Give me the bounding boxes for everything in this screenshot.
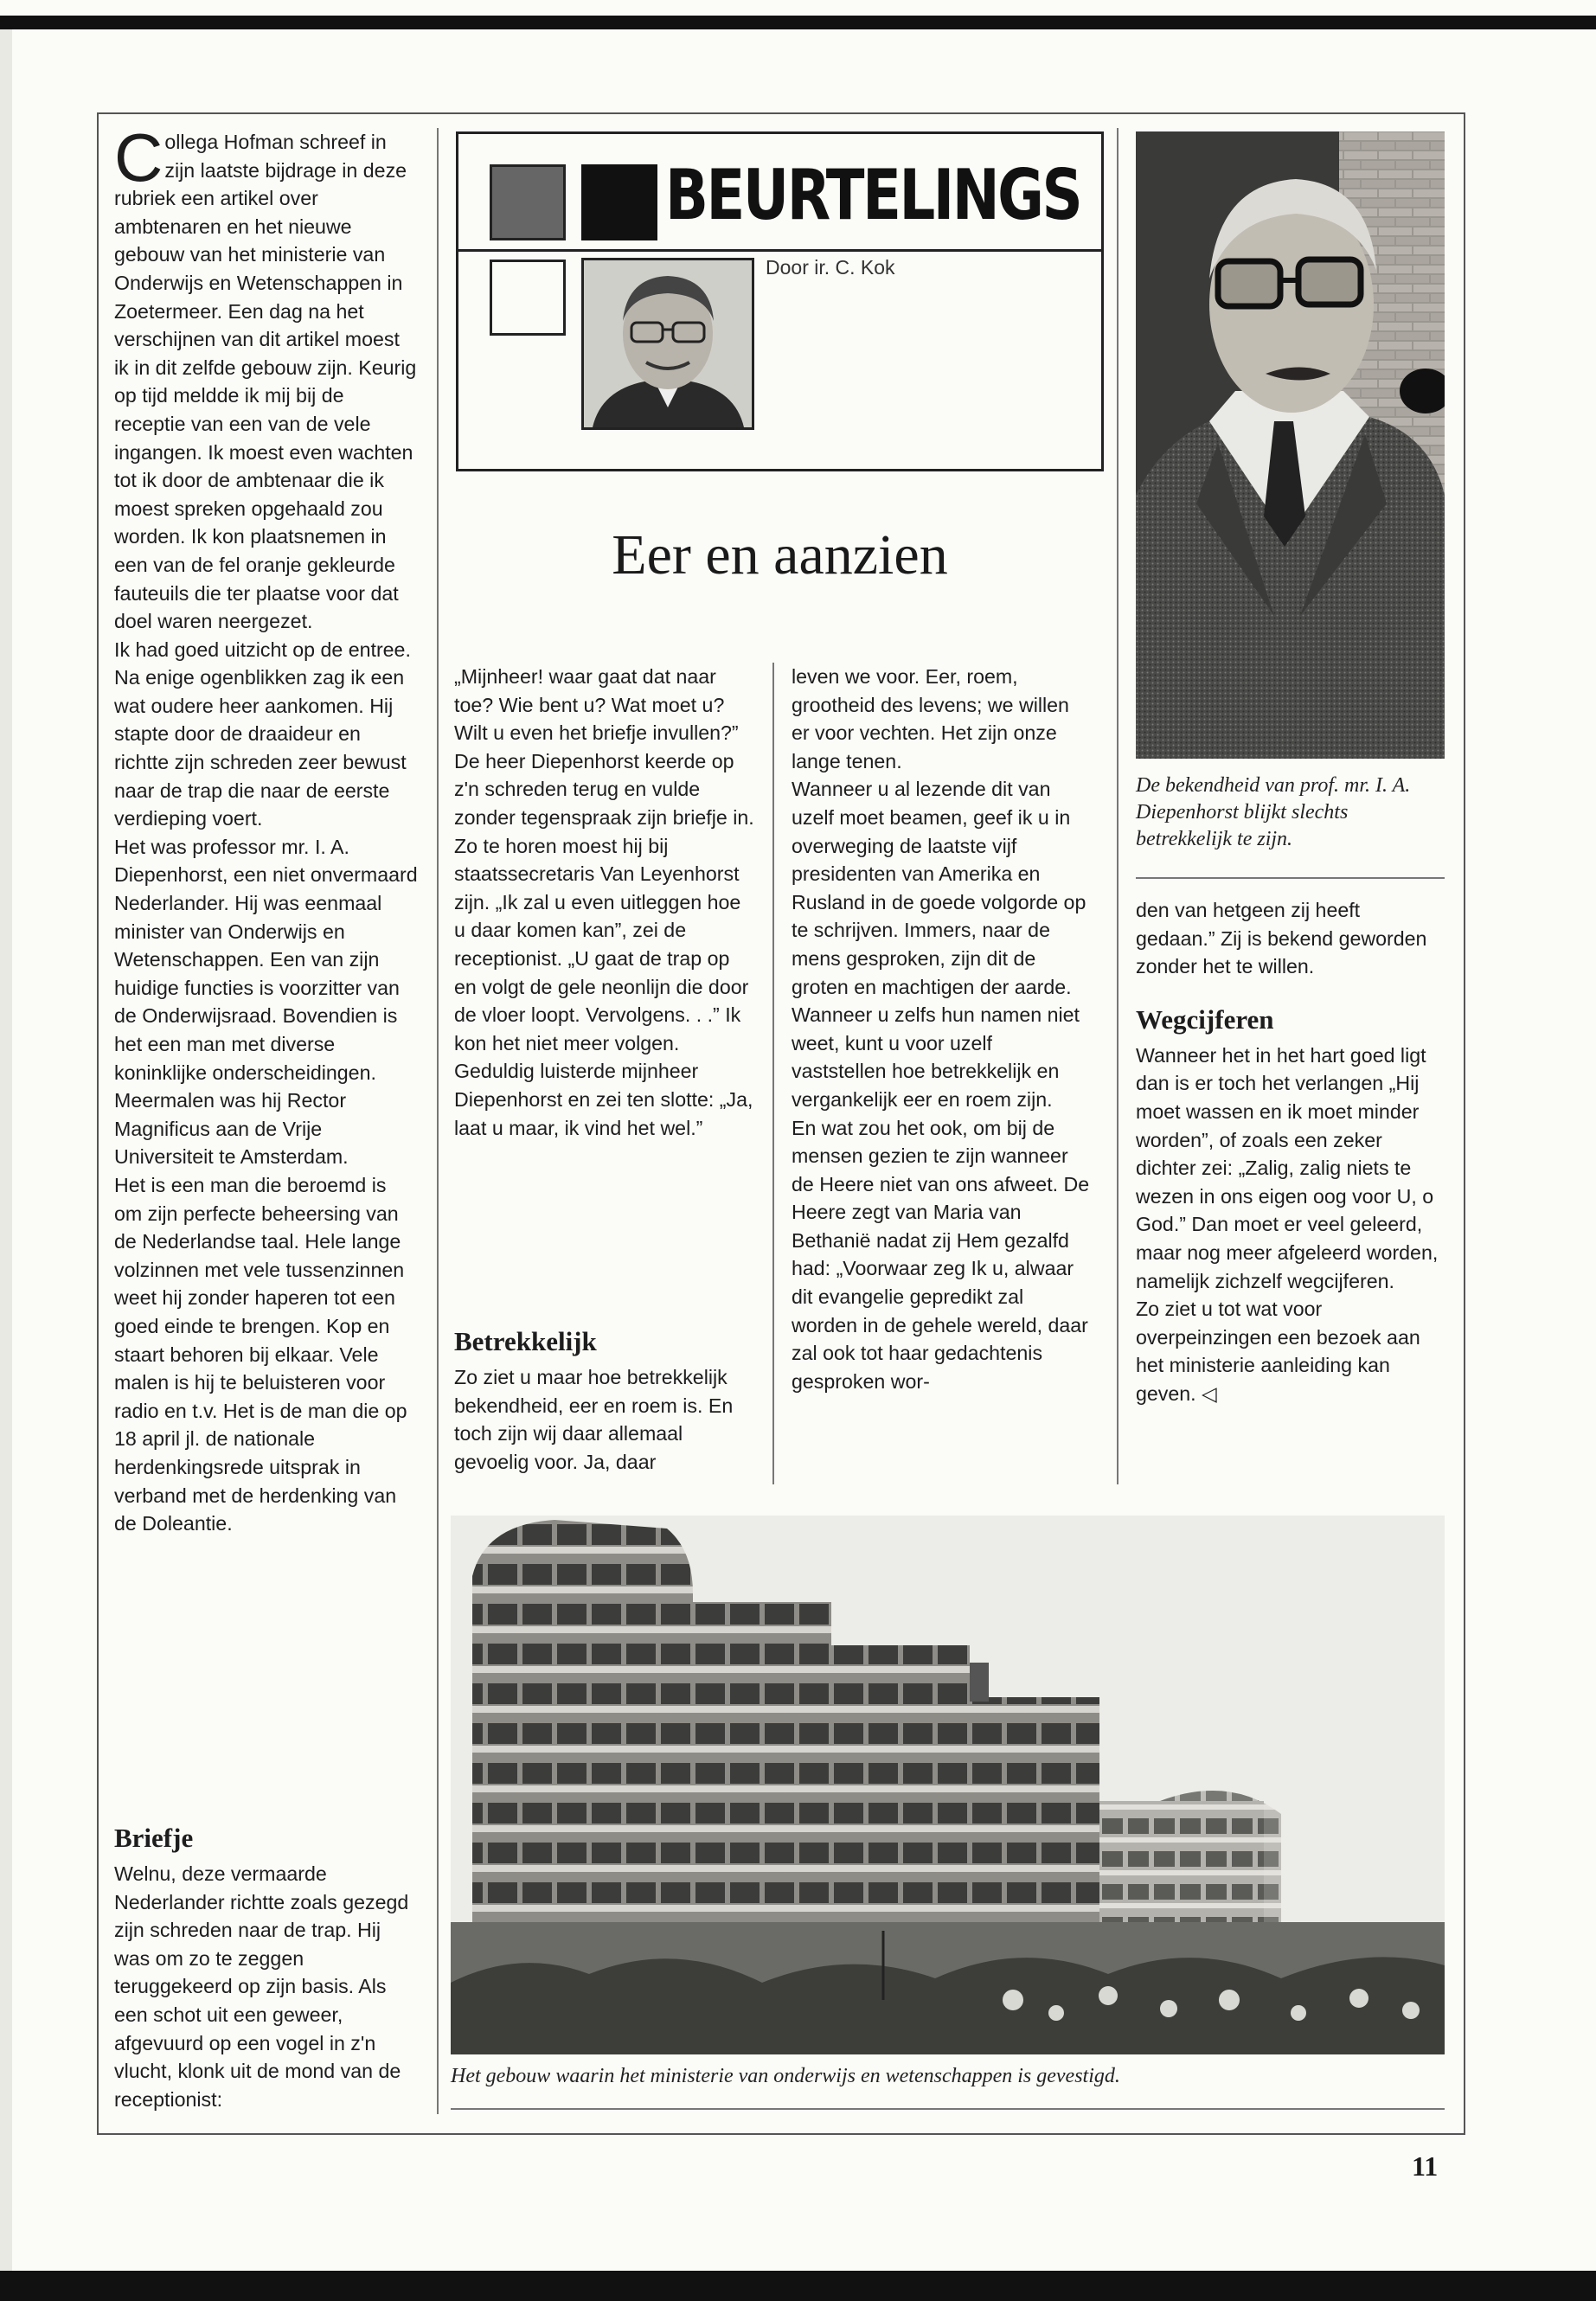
- paragraph: „Mijnheer! waar gaat dat naar toe? Wie bent u? Wat moet u? Wilt u even het briefje invullen?”: [454, 665, 739, 745]
- black-square-icon: [581, 164, 657, 240]
- portrait-caption: De bekendheid van prof. mr. I. A. Diepenhorst blijkt slechts betrekkelijk te zijn.: [1136, 774, 1411, 850]
- empty-square-icon: [490, 260, 566, 336]
- paragraph: ollega Hofman schreef in zijn laatste bijdrage in deze rubriek een artikel over ambtenaren en het nieuwe gebouw van het ministerie van Onderwijs en Wetenschappen in Zoetermeer. Een dag na het verschijnen van dit artikel moest ik in dit zelfde gebouw zijn. Keurig op tijd meldde ik mij bij de receptie van een van de vele ingangen. Ik moest even wachten tot ik door de ambtenaar die ik moest spreken opgehaald zou worden. Ik kon plaatsnemen in een van de fel oranje gekleurde fauteuils die ter plaatse voor dat doel waren neergezet.: [114, 131, 417, 633]
- drop-cap: C: [114, 119, 163, 195]
- paragraph: De heer Diepenhorst keerde op z'n schreden terug en vulde zonder tegenspraak zijn briefje in.: [454, 749, 754, 829]
- paragraph: Zo te horen moest hij bij staatssecretaris Van Leyenhorst zijn. „Ik zal u even uitleggen hoe u daar komen kan”, zei de receptionist. „U gaat de trap op en volgt de gele neonlijn die door de vloer loopt. Vervolgens. . .” Ik kon het niet meer volgen.: [454, 834, 749, 1054]
- author-photo: [581, 258, 754, 430]
- top-black-bar: [0, 16, 1596, 29]
- portrait-photo: [1136, 131, 1445, 759]
- header-divider: [458, 249, 1101, 252]
- subhead-betrekkelijk: Betrekkelijk: [454, 1326, 597, 1356]
- column-divider: [437, 128, 439, 2114]
- paragraph: Het is een man die beroemd is om zijn perfecte beheersing van de Nederlandse taal. Hele lange volzinnen met vele tussenzinnen weet hij zonder haperen tot een goed einde te brengen. Kop en staart behoren bij elkaar. Vele malen is hij te beluisteren voor radio en t.v. Het is de man die op 18 april jl. de nationale herdenkingsrede uitsprak in verband met de herdenking van de Doleantie.: [114, 1173, 407, 1535]
- article-column-4: [1136, 896, 1445, 1408]
- article-column-2-betrekkelijk: [454, 1325, 755, 1476]
- paragraph: Geduldig luisterde mijnheer Diepenhorst en zei ten slotte: „Ja, laat u maar, ik vind het wel.”: [454, 1060, 753, 1139]
- paragraph: Zo ziet u tot wat voor overpeinzingen een bezoek aan het ministerie aanleiding kan geven. ◁: [1136, 1298, 1420, 1405]
- caption-divider: [1136, 877, 1445, 879]
- article-column-1-briefje: [114, 1822, 419, 2113]
- article-title: Eer en aanzien: [612, 523, 948, 586]
- column-divider: [772, 663, 774, 1484]
- article-column-3: [792, 663, 1090, 1395]
- byline: Door ir. C. Kok: [766, 256, 895, 279]
- grey-square-icon: [490, 164, 566, 240]
- paragraph: Wanneer het in het hart goed ligt dan is er toch het verlangen „Hij moet wassen en ik moet minder worden”, of zoals een zeker dichter zei: „Zalig, zalig niets te wezen in ons eigen oog voor U, o God.” Dan moet er veel geleerd, maar nog meer afgeleerd worden, namelijk zichzelf wegcijferen.: [1136, 1043, 1439, 1292]
- subhead-briefje: Briefje: [114, 1823, 194, 1853]
- caption-divider: [451, 2108, 1445, 2110]
- page-number: 11: [1412, 2150, 1439, 2182]
- subhead-wegcijferen: Wegcijferen: [1136, 1003, 1274, 1035]
- paragraph: den van hetgeen zij heeft gedaan.” Zij is bekend geworden zonder het te willen.: [1136, 899, 1427, 978]
- paragraph: Welnu, deze vermaarde Nederlander richtte zoals gezegd zijn schreden naar de trap. Hij was om zo te zeggen teruggekeerd op zijn basis. Als een schot uit een geweer, afgevuurd op een vogel in z'n vlucht, klonk uit de mond van de receptionist:: [114, 1862, 409, 2111]
- paragraph: Zo ziet u maar hoe betrekkelijk bekendheid, eer en roem is. En toch zijn wij daar allemaal gevoelig voor. Ja, daar: [454, 1366, 734, 1473]
- column-divider: [1117, 128, 1118, 1484]
- bottom-black-bar: [0, 2271, 1596, 2301]
- building-caption: Het gebouw waarin het ministerie van onderwijs en wetenschappen is gevestigd.: [451, 2065, 1120, 2087]
- article-column-1: [114, 119, 419, 1538]
- rubric-title: BEURTELINGS: [665, 155, 1081, 235]
- paragraph: En wat zou het ook, om bij de mensen gezien te zijn wanneer de Heere niet van ons afweet. De Heere zegt van Maria van Bethanië nadat zij Hem gezalfd had: „Voorwaar zeg Ik u, alwaar dit evangelie gepredikt zal worden in de gehele wereld, daar zal ook tot haar gedachtenis gesproken wor-: [792, 1116, 1090, 1393]
- paragraph: leven we voor. Eer, roem, grootheid des levens; we willen er voor vechten. Het zijn onze lange tenen.: [792, 665, 1069, 772]
- paragraph: Wanneer u al lezende dit van uzelf moet beamen, geef ik u in overweging de laatste vijf presidenten van Amerika en Rusland in de goede volgorde op te schrijven. Immers, naar de mens gesproken, zijn dit de groten en machtigen der aarde. Wanneer u zelfs hun namen niet weet, kunt u voor uzelf vaststellen hoe betrekkelijk en vergankelijk eer en roem zijn.: [792, 778, 1086, 1111]
- scan-left-edge: [0, 29, 12, 2271]
- paragraph: Ik had goed uitzicht op de entree. Na enige ogenblikken zag ik een wat oudere heer aankomen. Hij stapte door de draaideur en richtte zijn schreden zeer bewust naar de trap die naar de eerste verdieping voert.: [114, 638, 411, 830]
- article-column-2: [454, 663, 755, 1142]
- paragraph: Het was professor mr. I. A. Diepenhorst, een niet onvermaard Nederlander. Hij was eenmaal minister van Onderwijs en Wetenschappen. Een van zijn huidige functies is voorzitter van de Onderwijsraad. Bovendien is het een man met diverse koninklijke onderscheidingen. Meermalen was hij Rector Magnificus aan de Vrije Universiteit te Amsterdam.: [114, 835, 418, 1169]
- building-photo: [451, 1516, 1445, 2054]
